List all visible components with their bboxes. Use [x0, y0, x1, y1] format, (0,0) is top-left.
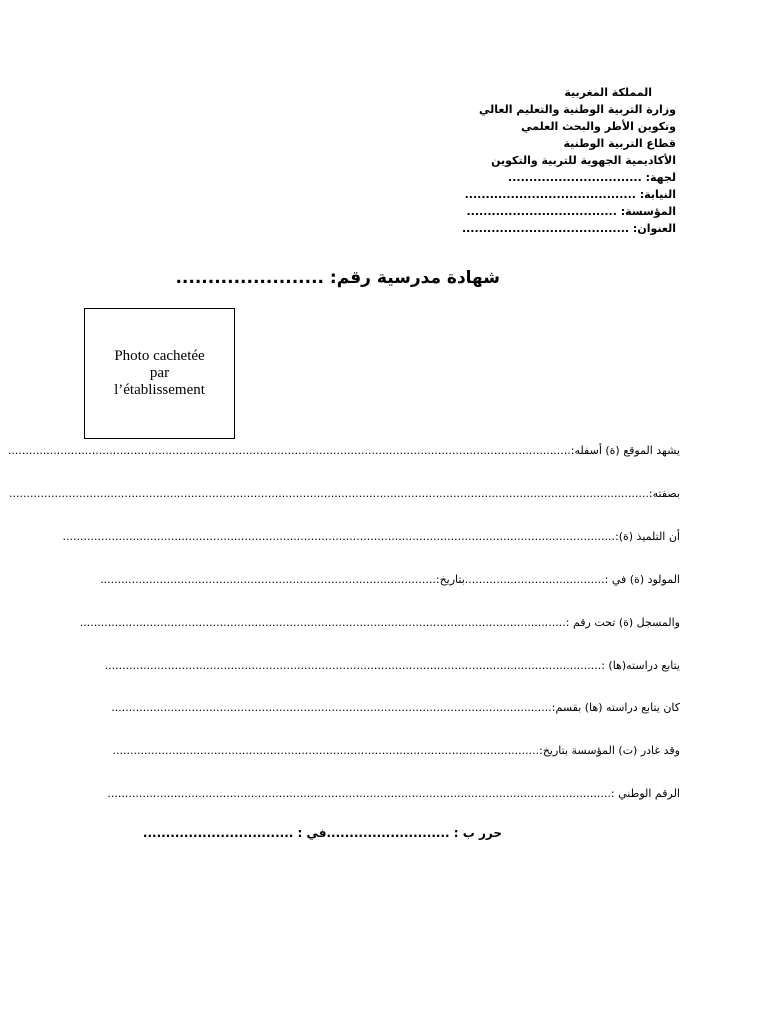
field-class: كان يتابع دراسته (ها) بقسم:.............................................................................................................................. [111, 701, 680, 714]
field-birth: المولود (ة) في :........................................بتاريخ:................................................................................................ [100, 573, 680, 586]
header-ministry-cont: وتكوين الأطر والبحث العلمي [521, 120, 676, 133]
photo-placeholder [84, 308, 235, 439]
field-national-id: الرقم الوطني :................................................................................................................................................ [107, 787, 680, 800]
header-institution: المؤسسة: .................................... [466, 205, 676, 218]
field-student: أن التلميذ (ة):.............................................................................................................................................................. [62, 530, 680, 543]
header-ministry: وزارة التربية الوطنية والتعليم العالي [479, 103, 676, 116]
field-capacity: بصفته:....................................................................................................................................................................................... [9, 487, 680, 500]
header-kingdom: المملكة المغربية [564, 86, 652, 99]
header-region: لجهة: ................................ [508, 171, 676, 184]
header-address: العنوان: ........................................ [461, 222, 676, 235]
header-academy: الأكاديمية الجهوية للتربية والتكوين [491, 154, 676, 167]
photo-placeholder-text: Photo cachetée par l’établissement [114, 348, 205, 398]
field-current-study: يتابع دراسته(ها) :.............................................................................................................................................. [104, 659, 680, 672]
field-registration-number: والمسجل (ة) تحت رقم :........................................................................................................................................... [79, 616, 680, 629]
field-leave-date: وقد غادر (ت) المؤسسة بتاريخ:.......................................................................................................................... [112, 744, 680, 757]
footer-place-date: حرر ب : ...........................في : ................................. [142, 826, 502, 840]
header-delegation: النيابة: ......................................... [464, 188, 676, 201]
header-sector: قطاع التربية الوطنية [563, 137, 676, 150]
field-signatory: يشهد الموقع (ة) أسفله:................................................................................................................................................................. [7, 444, 680, 457]
certificate-title: شهادة مدرسية رقم: ....................... [175, 268, 500, 288]
